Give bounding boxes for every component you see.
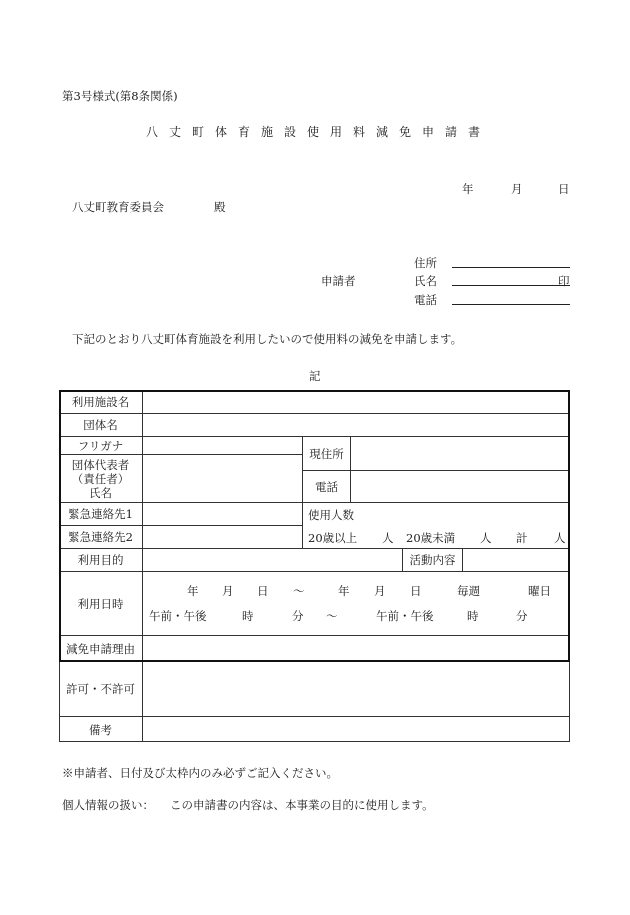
dt-month1: 月	[222, 584, 234, 598]
date-month-label: 月	[511, 182, 523, 196]
permit-area	[143, 662, 570, 717]
emergency2-input[interactable]	[143, 526, 303, 549]
activity-label: 活動内容	[409, 553, 456, 567]
users-label: 使用人数	[308, 508, 354, 522]
rep-label-line3: 氏名	[89, 485, 112, 500]
dt-weekday: 曜日	[528, 584, 551, 598]
current-address-label-cell	[303, 437, 351, 471]
dt-min1: 分	[292, 609, 304, 623]
emergency1-input[interactable]	[143, 503, 303, 526]
privacy-text: この申請書の内容は、本事業の目的に使用します。	[170, 798, 434, 812]
rep-phone-label-cell	[303, 471, 351, 503]
ki-heading: 記	[309, 369, 321, 383]
name-line[interactable]	[452, 285, 570, 286]
date-year-label: 年	[462, 182, 474, 196]
rep-phone-input[interactable]	[351, 471, 570, 503]
emergency1-label: 緊急連絡先1	[68, 507, 133, 521]
applicant-label: 申請者	[321, 274, 356, 288]
address-label: 住所	[414, 256, 437, 270]
rep-label-line2: （責任者）	[71, 471, 130, 486]
furigana-label: フリガナ	[77, 438, 124, 453]
required-note: ※申請者、日付及び太枠内のみ必ずご記入ください。	[62, 766, 338, 780]
rep-phone-label: 電話	[315, 479, 338, 494]
total-label: 計	[516, 531, 528, 545]
address-line[interactable]	[452, 267, 570, 268]
under20-label: 20歳未満	[406, 531, 456, 545]
permit-label-cell	[59, 662, 143, 717]
remarks-label-cell	[59, 717, 143, 742]
activity-input[interactable]	[463, 549, 570, 572]
rep-label-cell	[59, 455, 143, 503]
emergency2-label: 緊急連絡先2	[68, 530, 133, 544]
purpose-label: 利用目的	[77, 553, 124, 567]
emergency1-label-cell	[59, 503, 143, 526]
datetime-label-cell	[59, 572, 143, 636]
permit-label: 許可・不許可	[66, 682, 135, 696]
total-person: 人	[554, 531, 566, 545]
reason-input[interactable]	[143, 636, 570, 662]
group-label-cell	[59, 414, 143, 437]
privacy-label: 個人情報の扱い：	[62, 798, 154, 812]
dt-ampm2: 午前・午後	[376, 609, 434, 623]
addressee-honorific: 殿	[214, 200, 226, 214]
dt-day2: 日	[410, 584, 422, 598]
addressee: 八丈町教育委員会	[72, 200, 164, 214]
datetime-cell[interactable]	[143, 572, 570, 636]
dt-year1: 年	[187, 584, 199, 598]
activity-label-cell	[403, 549, 463, 572]
dt-hour1: 時	[242, 609, 254, 623]
remarks-label: 備考	[89, 722, 112, 737]
reason-label: 減免申請理由	[66, 641, 135, 656]
intro-text: 下記のとおり八丈町体育施設を利用したいので使用料の減免を申請します。	[72, 332, 463, 346]
dt-tilde2: ～	[326, 609, 338, 623]
dt-hour2: 時	[467, 609, 479, 623]
under20-person: 人	[480, 531, 492, 545]
phone-line[interactable]	[452, 304, 570, 305]
purpose-label-cell	[59, 549, 143, 572]
facility-input[interactable]	[143, 390, 570, 414]
form-number: 第3号様式(第8条関係)	[62, 89, 178, 103]
over20-person: 人	[382, 531, 394, 545]
current-address-label: 現住所	[309, 446, 344, 461]
dt-weekly: 毎週	[457, 584, 480, 598]
emergency2-label-cell	[59, 526, 143, 549]
reason-label-cell	[59, 636, 143, 662]
current-address-input[interactable]	[351, 437, 570, 471]
phone-label: 電話	[414, 293, 437, 307]
over20-label: 20歳以上	[308, 531, 358, 545]
date-day-label: 日	[558, 182, 570, 196]
document-title: 八丈町体育施設使用料減免申請書	[146, 125, 492, 139]
facility-label: 利用施設名	[71, 394, 130, 409]
purpose-input[interactable]	[143, 549, 403, 572]
name-label: 氏名	[414, 274, 437, 288]
dt-day1: 日	[257, 584, 269, 598]
group-input[interactable]	[143, 414, 570, 437]
rep-name-input[interactable]	[143, 455, 303, 503]
group-label: 団体名	[83, 418, 118, 432]
dt-ampm1: 午前・午後	[149, 609, 207, 623]
datetime-label: 利用日時	[77, 596, 124, 611]
dt-min2: 分	[516, 609, 528, 623]
seal-mark: 印	[558, 274, 570, 288]
rep-label-line1: 団体代表者	[71, 457, 130, 472]
facility-label-cell	[59, 390, 143, 414]
remarks-area	[143, 717, 570, 742]
dt-tilde1: ～	[293, 584, 305, 598]
dt-month2: 月	[374, 584, 386, 598]
application-table	[59, 390, 570, 742]
users-cell	[303, 503, 570, 549]
furigana-input[interactable]	[143, 437, 303, 455]
dt-year2: 年	[338, 584, 350, 598]
furigana-label-cell	[59, 437, 143, 455]
